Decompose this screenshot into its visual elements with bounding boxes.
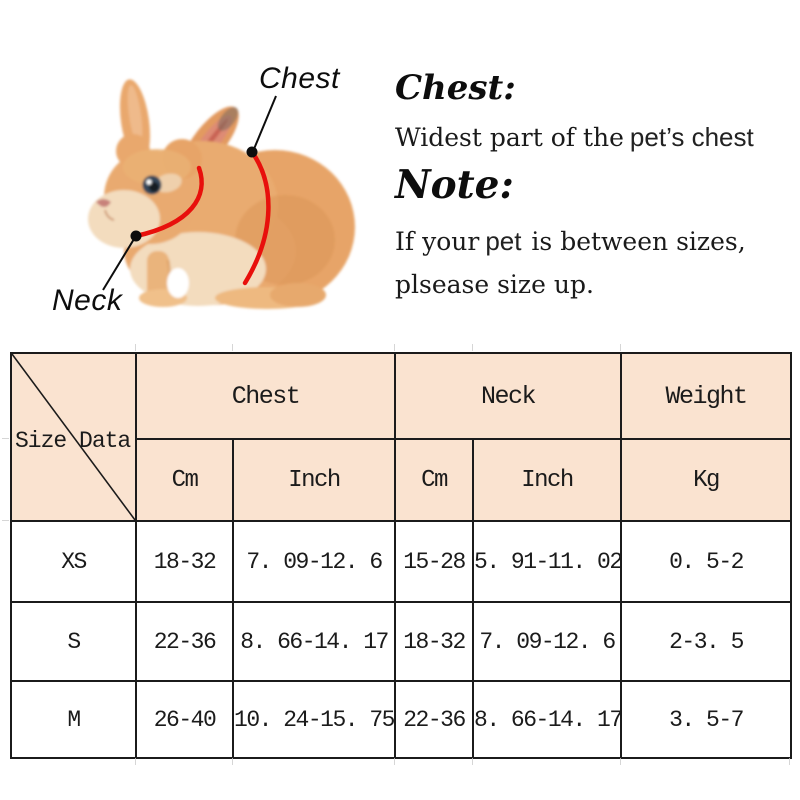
table-row-s (11, 602, 791, 681)
chest-desc-text: Widest part of the (395, 123, 624, 152)
chest-desc-text-alt: pet’s chest (629, 122, 754, 152)
unit-header-chest-cm: Cm (136, 439, 233, 521)
size-cell: M (11, 681, 136, 758)
chest-inch-cell: 8. 66-14. 17 (233, 602, 395, 681)
unit-header-neck-cm: Cm (395, 439, 473, 521)
chest-description (395, 122, 754, 153)
note-heading: Note: (395, 162, 514, 208)
size-cell: S (11, 602, 136, 681)
neck-cm-cell: 15-28 (395, 521, 473, 602)
neck-inch-cell: 8. 66-14. 17 (473, 681, 621, 758)
column-group-weight: Weight (621, 353, 791, 439)
chest-cm-cell: 22-36 (136, 602, 233, 681)
neck-inch-cell: 7. 09-12. 6 (473, 602, 621, 681)
size-table (10, 352, 792, 759)
note-text-a: If your (395, 227, 480, 256)
note-line-1 (395, 226, 746, 257)
rabbit-body (88, 77, 355, 309)
weight-kg-cell: 2-3. 5 (621, 602, 791, 681)
neck-inch-cell: 5. 91-11. 02 (473, 521, 621, 602)
corner-label: Size Data (15, 428, 131, 454)
neck-cm-cell: 18-32 (395, 602, 473, 681)
neck-anchor-dot (131, 231, 142, 242)
chest-anchor-dot (247, 147, 258, 158)
unit-header-weight-kg: Kg (621, 439, 791, 521)
table-group-header-row (11, 353, 791, 439)
table-row-xs (11, 521, 791, 602)
chest-inch-cell: 7. 09-12. 6 (233, 521, 395, 602)
neck-cm-cell: 22-36 (395, 681, 473, 758)
column-group-neck: Neck (395, 353, 621, 439)
unit-header-neck-inch: Inch (473, 439, 621, 521)
neck-callout-label: Neck (52, 284, 123, 317)
corner-cell-size-data (11, 353, 136, 521)
chest-cm-cell: 26-40 (136, 681, 233, 758)
unit-header-chest-inch: Inch (233, 439, 395, 521)
weight-kg-cell: 3. 5-7 (621, 681, 791, 758)
chest-callout-label: Chest (259, 62, 340, 95)
chest-cm-cell: 18-32 (136, 521, 233, 602)
weight-kg-cell: 0. 5-2 (621, 521, 791, 602)
chest-heading: Chest: (395, 68, 516, 108)
note-line-2: plsease size up. (395, 270, 594, 299)
table-row-m (11, 681, 791, 758)
size-cell: XS (11, 521, 136, 602)
note-text-pet: pet (485, 226, 522, 256)
column-group-chest: Chest (136, 353, 395, 439)
chest-inch-cell: 10. 24-15. 75 (233, 681, 395, 758)
note-text-b: is between sizes, (523, 227, 746, 256)
chest-leader-line (254, 96, 276, 149)
